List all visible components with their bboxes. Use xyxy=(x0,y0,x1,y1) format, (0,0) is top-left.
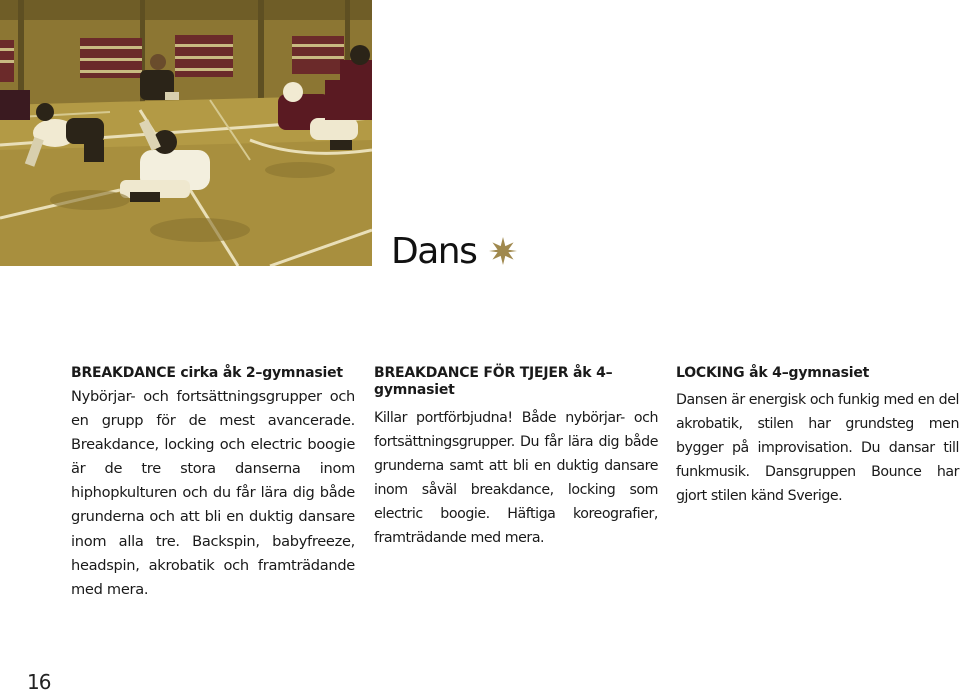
page-title xyxy=(391,226,518,276)
column-locking xyxy=(676,365,959,508)
column-heading: LOCKING åk 4–gymnasiet xyxy=(676,365,870,381)
page-number: 16 xyxy=(27,670,51,691)
column-heading: BREAKDANCE FÖR TJEJER åk 4–gymnasiet xyxy=(374,365,613,398)
column-body: Nybörjar- och fortsättningsgrupper och en grupp för de mest avancerade. Breakdance, locking och electric boogie är de tre stora danserna inom hiphopkulturen och du får lära dig både grunderna och att bli en duktig dansare inom alla tre. Backspin, babyfreeze, headspin, akrobatik och framträdande med mera. xyxy=(71,388,355,598)
breakdance-photo xyxy=(0,0,372,266)
column-body: Killar portförbjudna! Både nybörjar- och fortsättningsgrupper. Du får lära dig både grunderna samt att bli en duktig dansare inom såväl breakdance, locking som electric boogie. Häftiga koreografier, framträdande med mera. xyxy=(374,410,658,547)
column-body: Dansen är energisk och funkig med en del akrobatik, stilen har grundsteg men bygger på improvisation. Du dansar till funkmusik. Dansgruppen Bounce har gjort stilen känd Sverige. xyxy=(676,392,959,505)
page-title-text: Dans xyxy=(391,230,477,272)
star-icon xyxy=(488,236,518,266)
column-breakdance xyxy=(71,365,355,602)
column-breakdance-tjejer xyxy=(374,365,658,551)
column-heading: BREAKDANCE cirka åk 2–gymnasiet xyxy=(71,365,343,381)
